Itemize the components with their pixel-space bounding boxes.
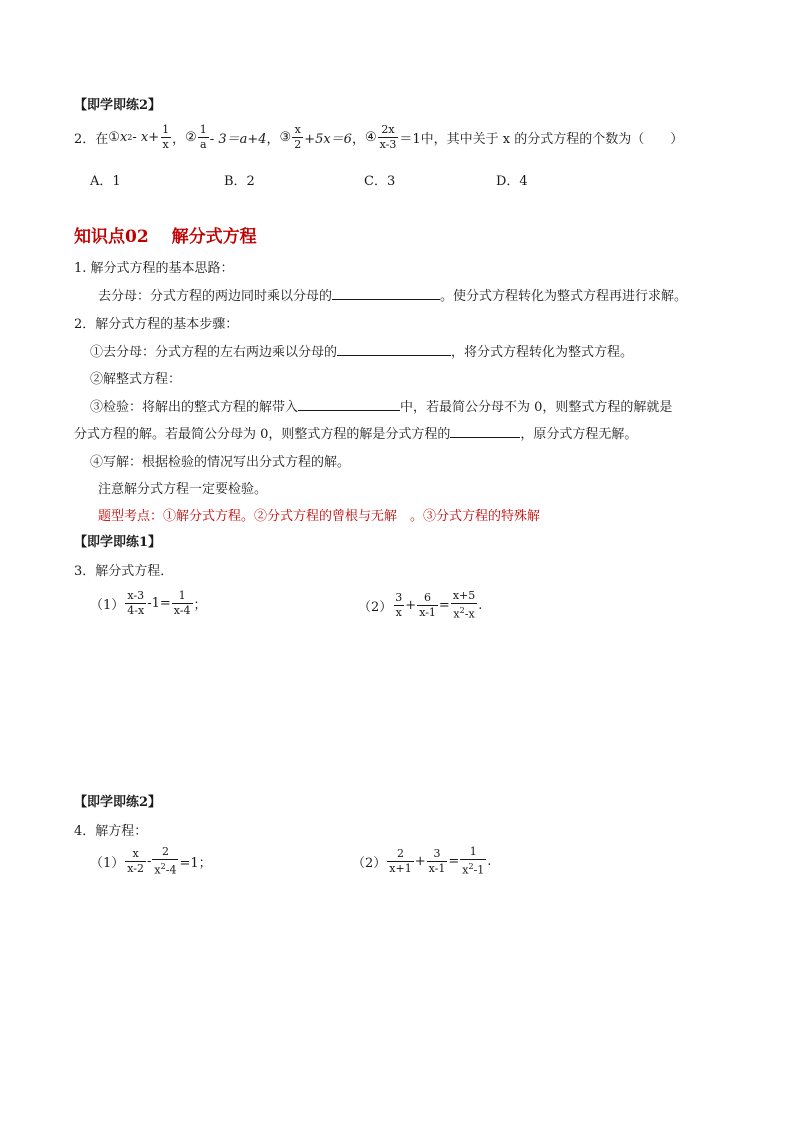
section-title: 知识点02 解分式方程 — [74, 227, 257, 247]
option-d[interactable]: D．4 — [496, 174, 528, 189]
choice-marker-4: ④ — [364, 130, 377, 145]
point-1: 1. 解分式方程的基本思路： — [74, 261, 234, 276]
problem-4-1: （1） $\frac{x}{x-2}$ - $\frac{2}{x^2-4}$ =1； — [90, 845, 212, 877]
point-2: 2．解分式方程的基本步骤： — [74, 317, 239, 332]
expr-1-mid: - x+ — [132, 130, 160, 145]
point-1-detail: 去分母：分式方程的两边同时乘以分母的 。使分式方程转化为整式方程再进行求解。 — [98, 285, 687, 304]
fraction: $\frac{3}{x-1}$ — [428, 846, 446, 875]
step-3-continued: 分式方程的解。若最简公分母为 0，则整式方程的解是分式方程的 ，原分式方程无解。 — [74, 423, 637, 442]
fraction: $\frac{x+5}{x^2-x}$ — [452, 589, 476, 621]
fraction: $\frac{2}{x+1}$ — [389, 846, 412, 875]
question-number: 2．在 — [74, 132, 109, 147]
step-1: ①去分母：分式方程的左右两边乘以分母的 ，将分式方程转化为整式方程。 — [90, 341, 633, 360]
answer-blank-1[interactable] — [332, 286, 440, 300]
problem-3-2: （2） $\frac{3}{x}$ + $\frac{6}{x-1}$ = $\frac{x+5}{x^2-x}$ . — [358, 589, 483, 621]
practice-heading-a: 【即学即练2】 — [74, 98, 162, 113]
fraction: $\frac{1}{x^2-1}$ — [462, 845, 485, 877]
problem-4-2: （2） $\frac{2}{x+1}$ + $\frac{3}{x-1}$ = $\frac{1}{x^2-1}$ . — [352, 845, 492, 877]
fraction: $\frac{x-3}{4-x}$ — [127, 589, 145, 617]
choice-marker-3: ③ — [279, 130, 292, 145]
option-a[interactable]: A．1 — [90, 174, 121, 189]
step-4: ④写解：根据检验的情况写出分式方程的解。 — [90, 455, 351, 470]
expr-3-tail: +5x＝6 — [304, 132, 352, 147]
expr-4-tail: ＝1 — [399, 132, 421, 147]
answer-blank-2[interactable] — [337, 342, 451, 356]
fraction-3: $\frac{x}{2}$ — [294, 123, 302, 151]
topics: 题型考点：①解分式方程。②分式方程的曾根与无解 。③分式方程的特殊解 — [98, 509, 541, 524]
separator: ， — [351, 132, 365, 147]
question-2 — [74, 124, 683, 151]
option-b[interactable]: B．2 — [224, 174, 255, 189]
answer-blank-4[interactable] — [450, 424, 520, 438]
practice-heading-b: 【即学即练1】 — [74, 535, 162, 550]
answer-blank-3[interactable] — [298, 397, 400, 411]
note: 注意解分式方程一定要检验。 — [98, 482, 268, 497]
fraction: $\frac{2}{x^2-4}$ — [154, 845, 177, 877]
question-4: 4．解方程： — [74, 824, 148, 839]
fraction: $\frac{1}{x-4}$ — [173, 589, 191, 617]
step-3: ③检验：将解出的整式方程的解带入 中，若最简公分母不为 0，则整式方程的解就是 — [90, 396, 672, 415]
question-3: 3．解分式方程． — [74, 564, 174, 579]
question-tail: 中，其中关于 x 的分式方程的个数为（ ） — [420, 132, 684, 147]
choice-marker-1: ① — [108, 130, 120, 145]
fraction-4: $\frac{2x}{x-3}$ — [379, 123, 397, 151]
fraction: $\frac{x}{x-2}$ — [127, 846, 145, 875]
separator: ， — [266, 132, 280, 147]
practice-heading-c: 【即学即练2】 — [74, 795, 162, 810]
choice-marker-2: ② — [185, 130, 197, 145]
problem-3-1: （1） $\frac{x-3}{4-x}$ -1= $\frac{1}{x-4}$ ； — [90, 589, 207, 617]
fraction-1: $\frac{1}{x}$ — [162, 123, 170, 151]
step-2: ②解整式方程： — [90, 372, 182, 387]
expr-2-tail: - 3＝a+4 — [209, 132, 267, 147]
fraction: $\frac{6}{x-1}$ — [419, 590, 436, 619]
separator: ， — [172, 132, 186, 147]
expr-1-base: x — [119, 130, 128, 145]
fraction: $\frac{3}{x}$ — [395, 590, 403, 619]
fraction-2: $\frac{1}{a}$ — [199, 123, 207, 151]
option-c[interactable]: C．3 — [364, 174, 396, 189]
expr-1-sup: 2 — [127, 133, 133, 142]
